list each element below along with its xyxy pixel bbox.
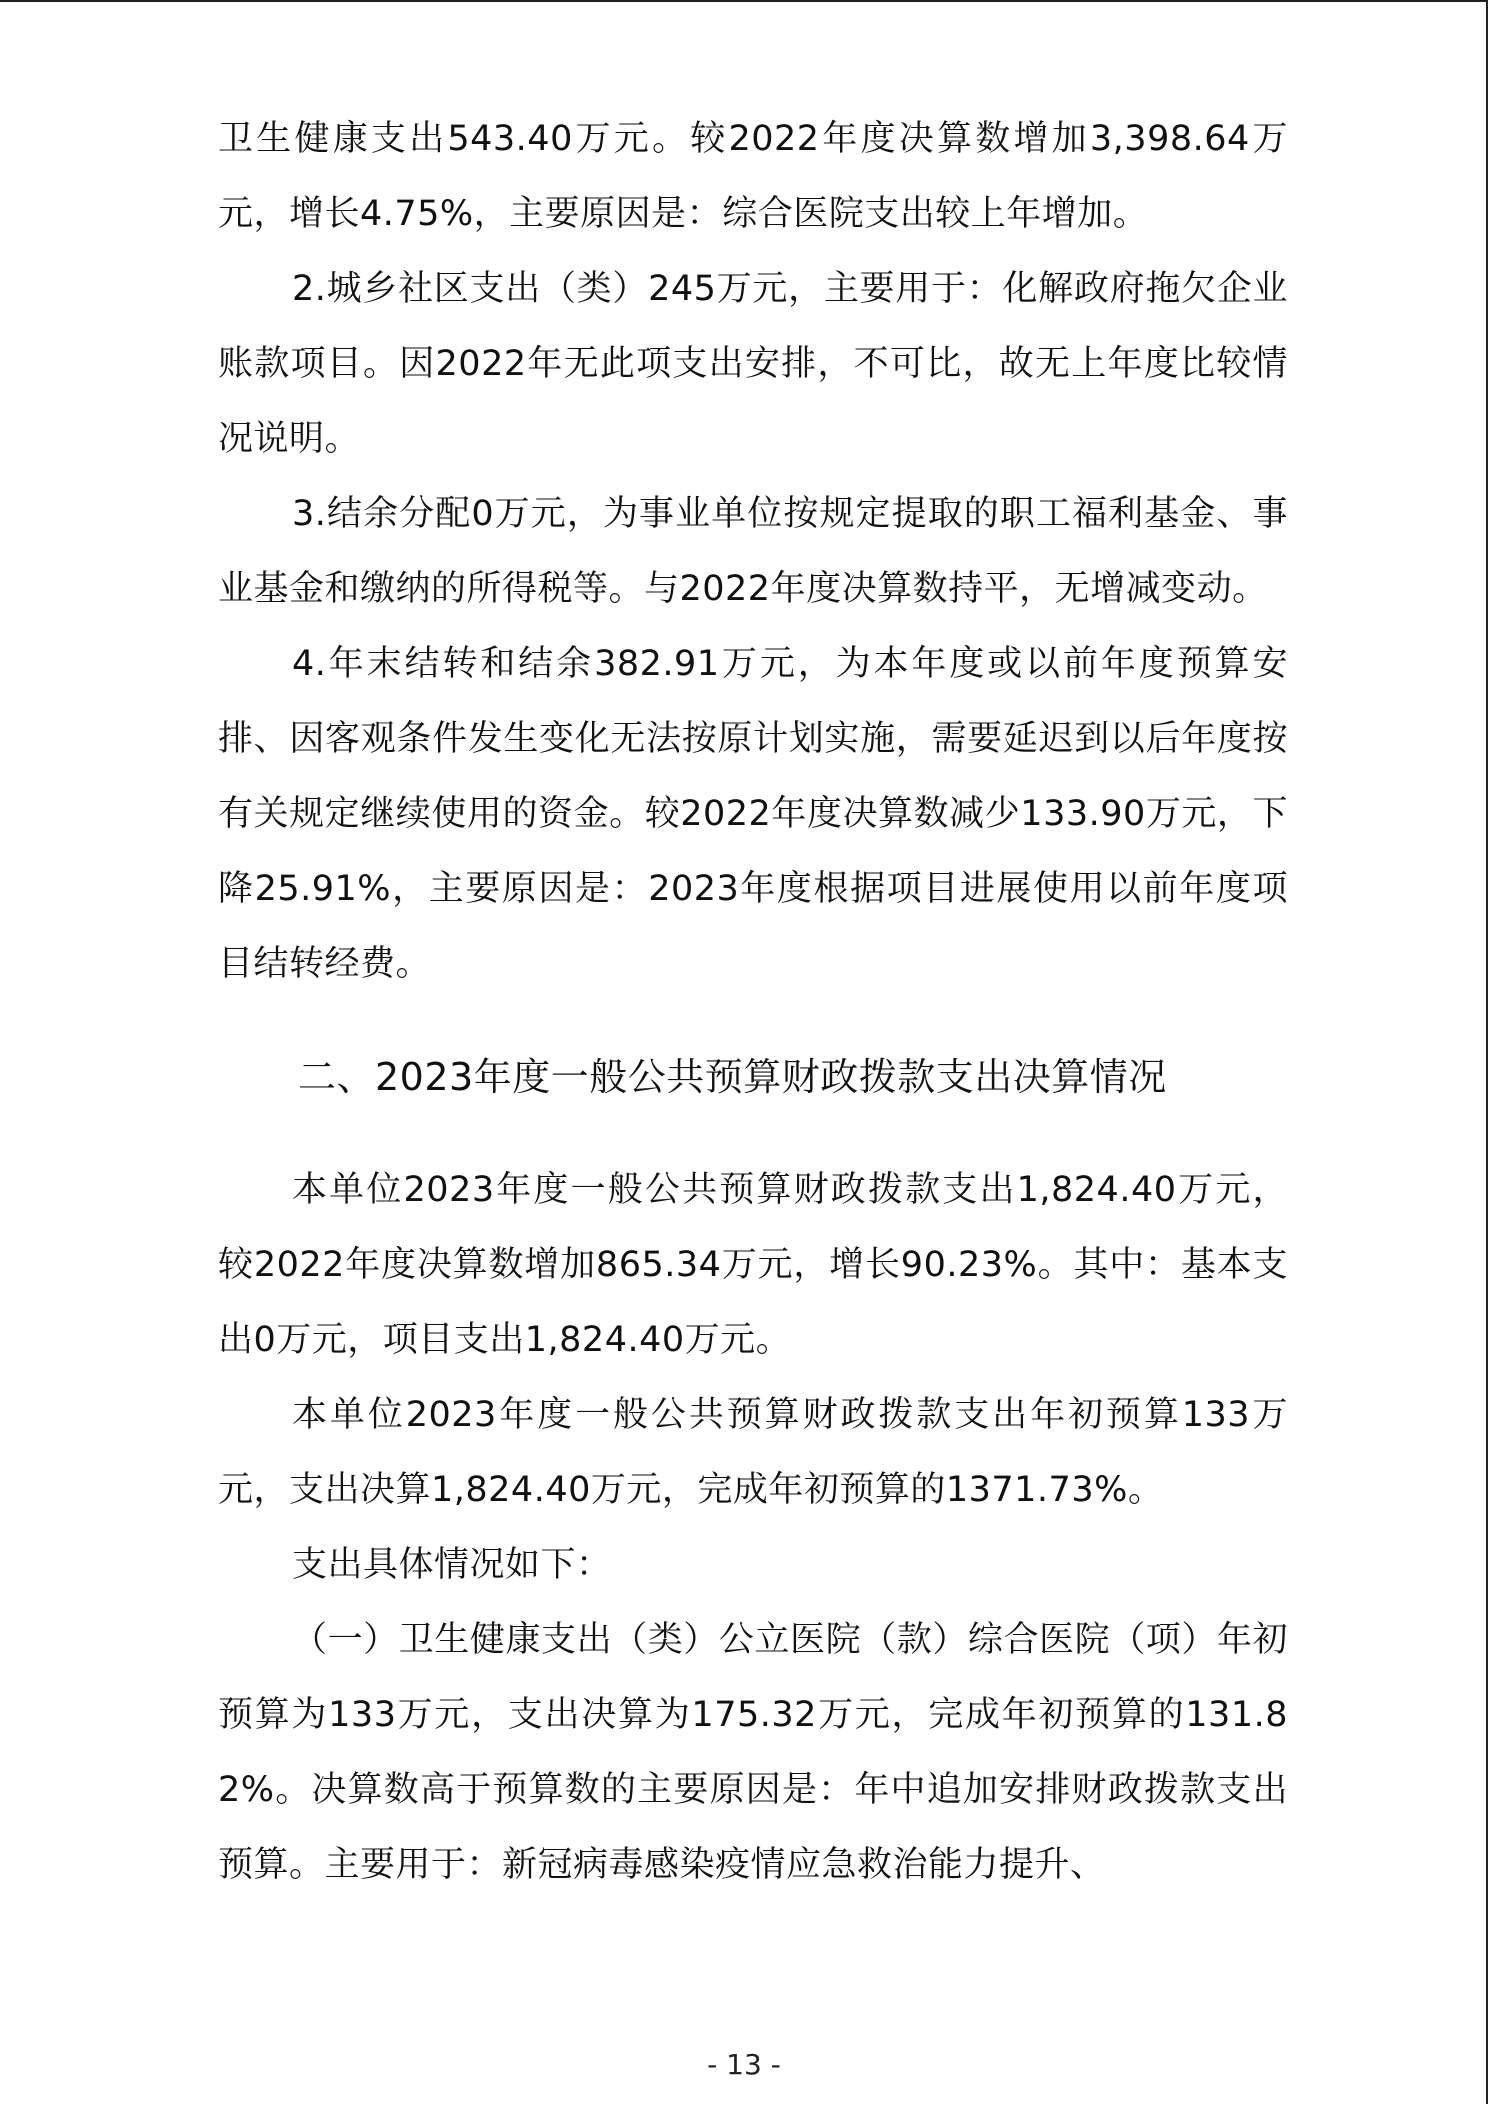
paragraph-year-end-carryover: 4.年末结转和结余382.91万元，为本年度或以前年度预算安排、因客观条件发生变化无法按原计划实施，需要延迟到以后年度按有关规定继续使用的资金。较2022年度决算数减少133.90万元，下降25.91%，主要原因是：2023年度根据项目进展使用以前年度项目结转经费。 [218,644,1288,984]
paragraph-details-intro: 支出具体情况如下： [292,1545,612,1585]
paragraph-general-budget-expenditure: 本单位2023年度一般公共预算财政拨款支出1,824.40万元，较2022年度决算数增加865.34万元，增长90.23%。其中：基本支出0万元，项目支出1,824.40万元。 [218,1170,1288,1360]
paragraph-surplus-distribution: 3.结余分配0万元，为事业单位按规定提取的职工福利基金、事业基金和缴纳的所得税等。与2022年度决算数持平，无增减变动。 [218,494,1288,609]
section-heading: 二、2023年度一般公共预算财政拨款支出决算情况 [298,1055,1167,1099]
paragraph-initial-budget-completion: 本单位2023年度一般公共预算财政拨款支出年初预算133万元，支出决算1,824.40万元，完成年初预算的1371.73%。 [218,1395,1288,1510]
paragraph-health-item-detail: （一）卫生健康支出（类）公立医院（款）综合医院（项）年初预算为133万元，支出决算为175.32万元，完成年初预算的131.82%。决算数高于预算数的主要原因是：年中追加安排财政拨款支出预算。主要用于：新冠病毒感染疫情应急救治能力提升、 [218,1620,1288,1885]
document-body [218,102,1288,1903]
paragraph-urban-rural-community-expenditure: 2.城乡社区支出（类）245万元，主要用于：化解政府拖欠企业账款项目。因2022年无此项支出安排，不可比，故无上年度比较情况说明。 [218,269,1288,459]
page-number: - 13 - [707,2048,781,2081]
paragraph-health-expenditure-continued: 卫生健康支出543.40万元。较2022年度决算数增加3,398.64万元，增长4.75%，主要原因是：综合医院支出较上年增加。 [218,119,1288,234]
